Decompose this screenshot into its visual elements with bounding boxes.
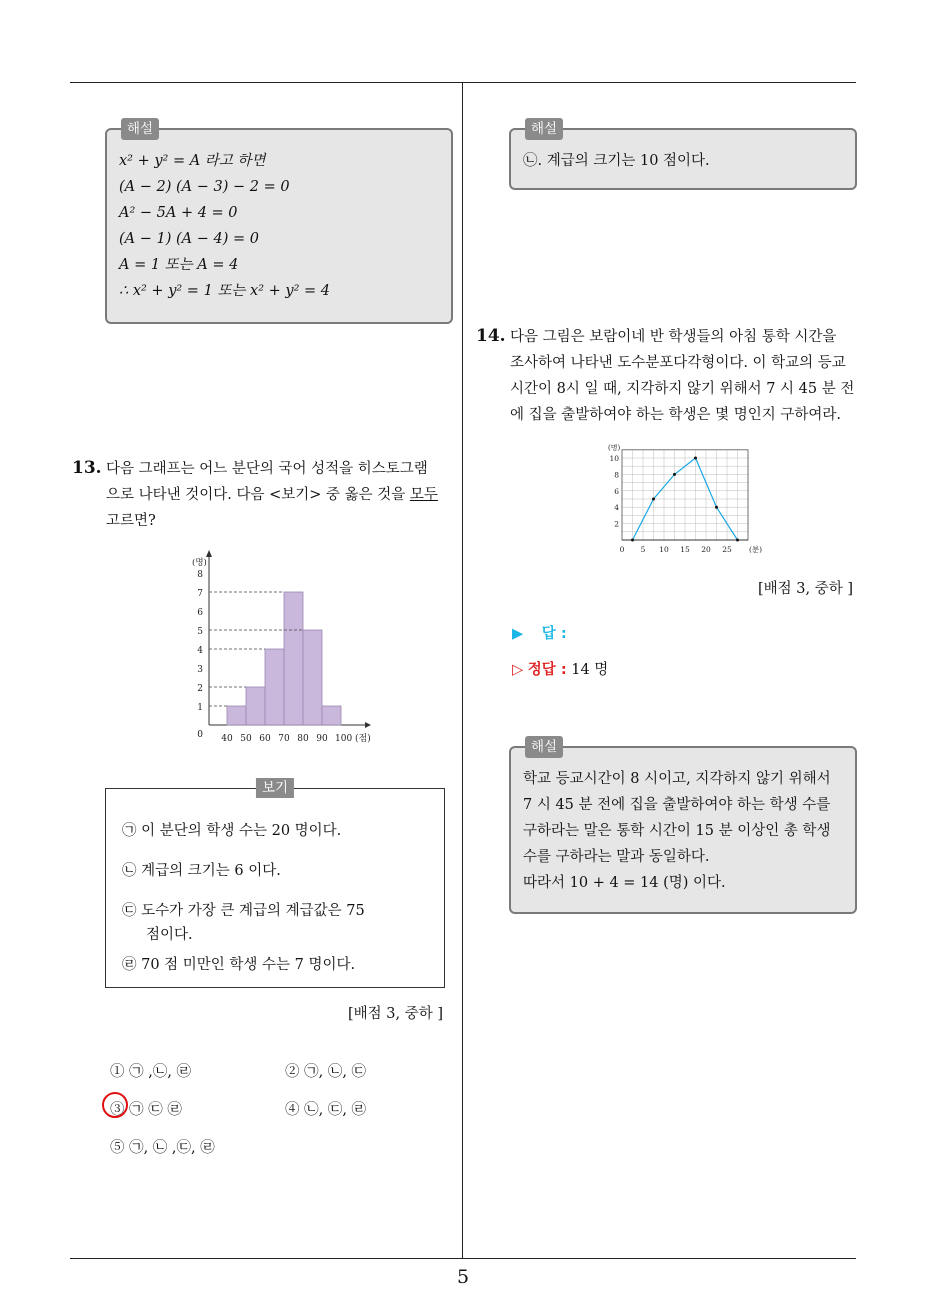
question-line: 시간이 8시 일 때, 지각하지 않기 위해서 7 시 45 분 전 xyxy=(510,381,855,397)
solution-tag: 해설 xyxy=(525,118,563,140)
solution-box-13 xyxy=(509,121,857,190)
solution-line: (A − 1) (A − 4) = 0 xyxy=(119,231,259,247)
solution-line: 구하라는 말은 통학 시간이 15 분 이상인 총 학생 xyxy=(523,823,831,839)
solution-tag: 해설 xyxy=(121,118,159,140)
solution-line: A = 1 또는 A = 4 xyxy=(119,257,239,273)
x-tick-label: (분) xyxy=(749,545,763,554)
histogram-chart xyxy=(180,545,380,750)
question-line-part: 으로 나타낸 것이다. 다음 <보기> 중 옳은 것을 xyxy=(106,487,410,503)
correct-answer-label: 정답 : xyxy=(527,662,567,678)
solution-line: 학교 등교시간이 8 시이고, 지각하지 않기 위해서 xyxy=(523,771,831,787)
origin-label: 0 xyxy=(197,730,203,740)
y-tick-label: 6 xyxy=(197,608,203,618)
answer-row xyxy=(512,622,567,643)
bogi-item: ㉣ 70 점 미만인 학생 수는 7 명이다. xyxy=(122,957,356,973)
answer-label: 답 : xyxy=(541,626,567,642)
solution-line: 따라서 10 + 4 = 14 (명) 이다. xyxy=(523,875,726,891)
y-tick-label: 8 xyxy=(197,570,203,580)
correct-arrow-icon: ▷ xyxy=(512,662,524,678)
y-tick-label: 2 xyxy=(197,684,203,694)
y-tick-label: 4 xyxy=(197,646,203,656)
bottom-rule xyxy=(70,1258,856,1259)
histogram-bar xyxy=(246,687,265,725)
question-line: 에 집을 출발하여야 하는 학생은 몇 명인지 구하여라. xyxy=(510,407,842,423)
data-point xyxy=(631,539,634,542)
bogi-item: ㉢ 도수가 가장 큰 계급의 계급값은 75 xyxy=(122,903,365,919)
page-number: 5 xyxy=(456,1266,470,1288)
x-tick-label: 100 (점) xyxy=(335,734,371,744)
y-tick-label: 2 xyxy=(614,519,619,529)
histogram-bar xyxy=(227,706,246,725)
answer-arrow-icon: ▶ xyxy=(512,626,524,642)
choice-5[interactable]: ⑤ ㉠, ㉡ ,㉢, ㉣ xyxy=(110,1140,215,1156)
solution-line: 7 시 45 분 전에 집을 출발하여야 하는 학생 수를 xyxy=(523,797,831,813)
solution-line: x² + y² = A 라고 하면 xyxy=(119,153,266,169)
choice-4[interactable]: ④ ㉡, ㉢, ㉣ xyxy=(285,1102,367,1118)
x-tick-label: 5 xyxy=(640,545,646,554)
question-line: 다음 그림은 보람이네 반 학생들의 아침 통학 시간을 xyxy=(510,329,837,345)
y-tick-label: 3 xyxy=(197,665,203,675)
histogram-bar xyxy=(265,649,284,725)
emphasis-all: 모두 xyxy=(409,487,438,503)
x-tick-label: 10 xyxy=(659,545,669,554)
data-point xyxy=(673,473,676,476)
data-point xyxy=(652,498,655,501)
y-tick-label: 10 xyxy=(609,454,619,463)
y-tick-label: 1 xyxy=(197,703,203,713)
question-text-14 xyxy=(510,324,854,428)
solution-line: A² − 5A + 4 = 0 xyxy=(119,205,238,221)
choice-2[interactable]: ② ㉠, ㉡, ㉢ xyxy=(285,1064,367,1080)
x-tick-label: 0 xyxy=(619,545,625,554)
solution-line: (A − 2) (A − 3) − 2 = 0 xyxy=(119,179,290,195)
score-13: [배점 3, 중하 ] xyxy=(348,1006,444,1022)
question-number-13: 13. xyxy=(72,458,102,478)
x-tick-label: 20 xyxy=(701,545,711,554)
y-axis-arrow xyxy=(206,550,212,557)
x-axis-arrow xyxy=(365,722,371,728)
column-divider xyxy=(462,83,463,1258)
selected-answer-circle xyxy=(102,1092,128,1118)
question-line: 조사하여 나타낸 도수분포다각형이다. 이 학교의 등교 xyxy=(510,355,846,371)
histogram-bar xyxy=(322,706,341,725)
solution-line: ∴ x² + y² = 1 또는 x² + y² = 4 xyxy=(119,283,330,299)
question-line: 고르면? xyxy=(106,513,156,529)
y-unit-label: (명) xyxy=(608,444,621,452)
bogi-item: ㉡ 계급의 크기는 6 이다. xyxy=(122,863,281,879)
bogi-tag: 보기 xyxy=(256,778,294,798)
x-tick-label: 60 xyxy=(259,734,271,744)
bogi-item-continued: 점이다. xyxy=(146,927,193,943)
y-tick-label: 6 xyxy=(614,486,619,496)
frequency-polygon-chart xyxy=(600,438,770,558)
question-line xyxy=(106,482,438,508)
question-number-14: 14. xyxy=(476,326,506,346)
histogram-bar xyxy=(284,592,303,725)
data-point xyxy=(715,506,718,509)
choice-3[interactable]: ③ ㉠ ㉢ ㉣ xyxy=(110,1102,182,1118)
y-unit-label: (명) xyxy=(192,558,207,568)
bogi-item: ㉠ 이 분단의 학생 수는 20 명이다. xyxy=(122,823,342,839)
solution-box-14 xyxy=(509,739,857,914)
x-tick-label: 70 xyxy=(278,734,290,744)
question-text-13 xyxy=(106,456,438,534)
choice-1[interactable]: ① ㉠ ,㉡, ㉣ xyxy=(110,1064,192,1080)
y-tick-label: 8 xyxy=(614,470,619,480)
histogram-bar xyxy=(303,630,322,725)
x-tick-label: 25 xyxy=(722,545,732,554)
solution-line: ㉡. 계급의 크기는 10 점이다. xyxy=(523,153,710,169)
correct-answer-value: 14 명 xyxy=(571,662,609,678)
x-tick-label: 80 xyxy=(297,734,309,744)
correct-answer-row xyxy=(512,658,608,679)
question-line: 다음 그래프는 어느 분단의 국어 성적을 히스토그램 xyxy=(106,461,428,477)
x-tick-label: 90 xyxy=(316,734,328,744)
solution-box-12 xyxy=(105,121,453,324)
data-point xyxy=(736,539,739,542)
x-tick-label: 50 xyxy=(240,734,252,744)
solution-line: 수를 구하라는 말과 동일하다. xyxy=(523,849,710,865)
y-tick-label: 4 xyxy=(614,503,619,513)
bogi-box xyxy=(105,780,445,988)
y-tick-label: 7 xyxy=(197,589,203,599)
x-tick-label: 15 xyxy=(680,545,690,554)
x-tick-label: 40 xyxy=(221,734,233,744)
solution-tag: 해설 xyxy=(525,736,563,758)
y-tick-label: 5 xyxy=(197,627,203,637)
score-14: [배점 3, 중하 ] xyxy=(758,581,854,597)
data-point xyxy=(694,457,697,460)
top-rule xyxy=(70,82,856,83)
